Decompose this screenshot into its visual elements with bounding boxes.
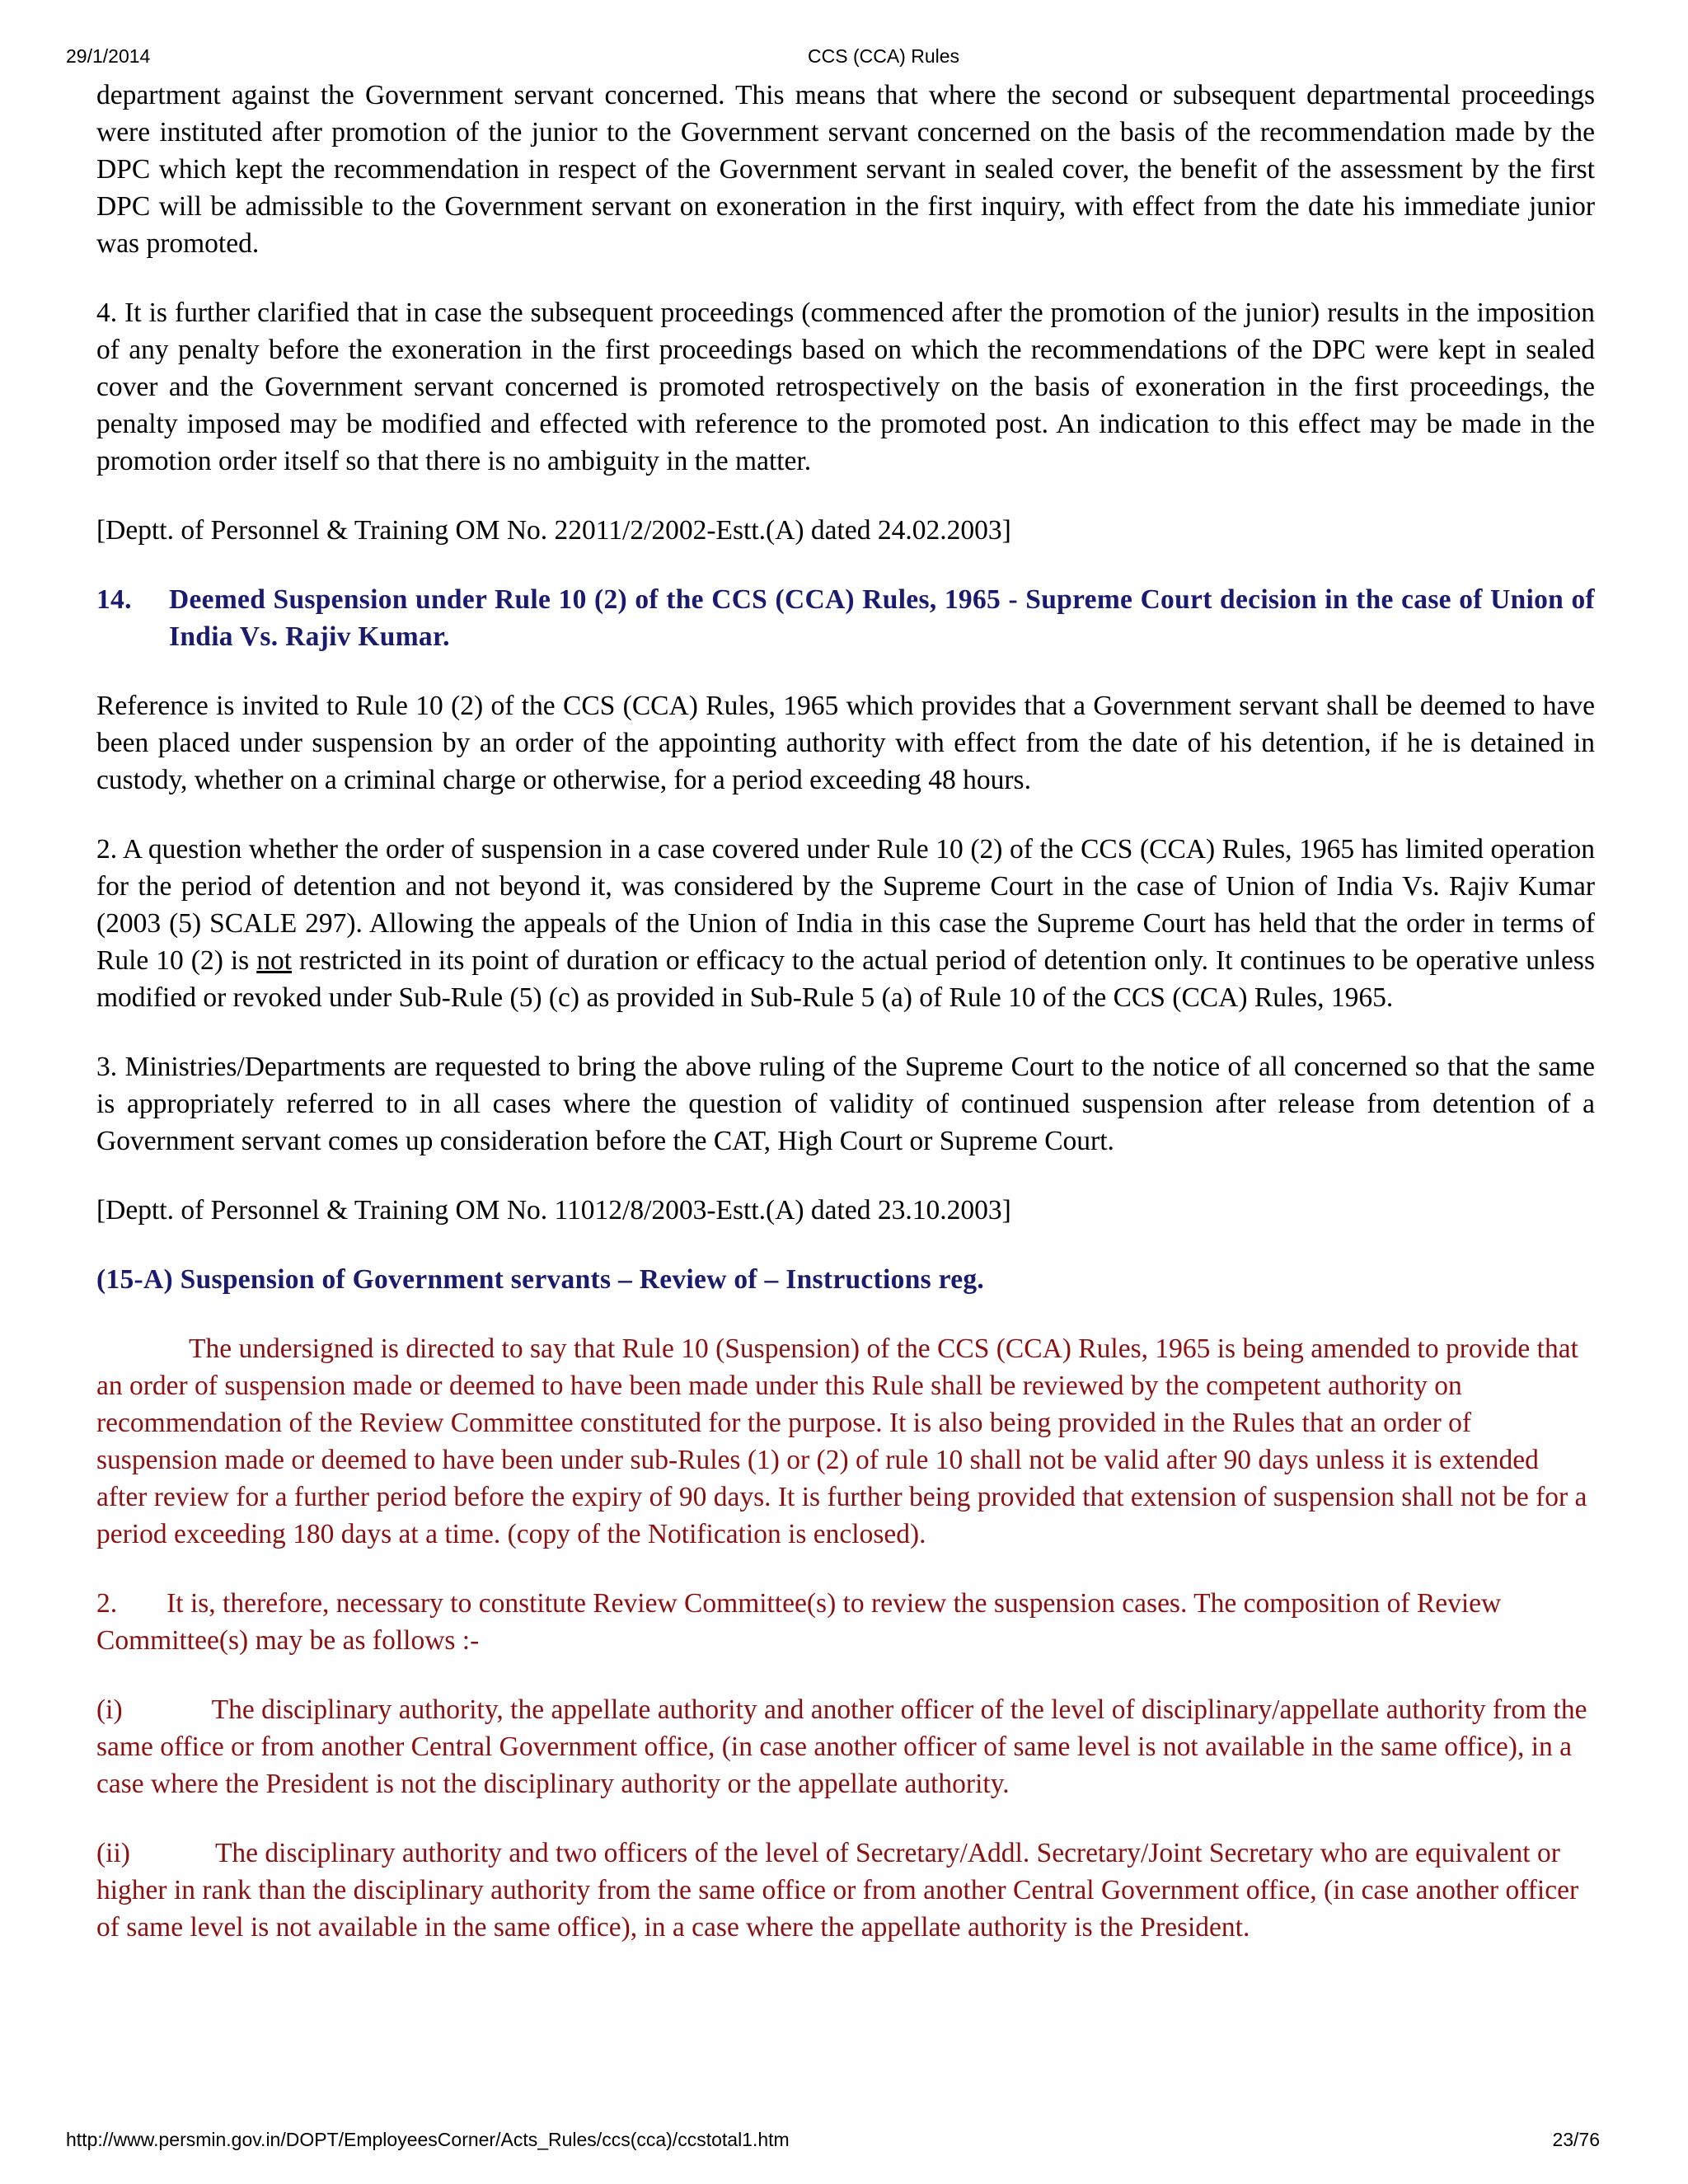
- section-14-paragraph-2-part-b: restricted in its point of duration or efficacy to the actual period of detention only. It continues to be operative unless modified or revoked under Sub-Rule (5) (c) as provided in Sub-Rule 5 (a) of Rule 10 of the CCS (CCA) Rules, 1965.: [96, 945, 1595, 1013]
- reference-2: [Deptt. of Personnel & Training OM No. 11012/8/2003-Estt.(A) dated 23.10.2003]: [96, 1195, 1011, 1226]
- section-14-paragraph-1: Reference is invited to Rule 10 (2) of the CCS (CCA) Rules, 1965 which provides that a Government servant shall be deemed to have been placed under suspension by an order of the appointing authority with effect from the date of his detention, if he is detained in custody, whether on a criminal charge or otherwise, for a period exceeding 48 hours.: [96, 691, 1595, 795]
- section-15a-paragraph-2: [96, 1585, 1595, 1659]
- paragraph-4: 4. It is further clarified that in case the subsequent proceedings (commenced after the promotion of the junior) results in the imposition of any penalty before the exoneration in the first proceedings based on which the recommendations of the DPC were kept in sealed cover and the Government servant concerned is promoted retrospectively on the basis of exoneration in the first proceedings, the penalty imposed may be modified and effected with reference to the promoted post. An indication to this effect may be made in the promotion order itself so that there is no ambiguity in the matter.: [96, 298, 1595, 476]
- section-15a-paragraph-2-text: It is, therefore, necessary to constitute Review Committee(s) to review the suspension cases. The composition of Review Committee(s) may be as follows :-: [96, 1588, 1502, 1656]
- item-i-text: The disciplinary authority, the appellate authority and another officer of the level of disciplinary/appellate authority from the same office or from another Central Government office, (in case another officer of same level is not available in the same office), in a case where the President is not the disciplinary authority or the appellate authority.: [96, 1694, 1587, 1799]
- section-14-paragraph-3: 3. Ministries/Departments are requested to bring the above ruling of the Supreme Court to the notice of all concerned so that the same is appropriately referred to in all cases where the question of validity of continued suspension after release from detention of a Government servant comes up consideration before the CAT, High Court or Supreme Court.: [96, 1052, 1595, 1156]
- section-14-heading: [96, 581, 1595, 655]
- item-ii-text: The disciplinary authority and two officers of the level of Secretary/Addl. Secretary/Joint Secretary who are equivalent or higher in rank than the disciplinary authority from the same office or from another Central Government office, (in case another officer of same level is not available in the same office), in a case where the appellate authority is the President.: [96, 1838, 1579, 1943]
- section-15a-heading: (15-A) Suspension of Government servants – Review of – Instructions reg.: [96, 1264, 985, 1295]
- document-body: [96, 77, 1595, 1978]
- section-14-title: Deemed Suspension under Rule 10 (2) of the CCS (CCA) Rules, 1965 - Supreme Court decision in the case of Union of India Vs. Rajiv Kumar.: [169, 584, 1595, 652]
- section-15a-paragraph-1: [96, 1330, 1595, 1553]
- footer-page-number: 23/76: [1552, 2129, 1600, 2150]
- section-15a-paragraph-1-text: The undersigned is directed to say that Rule 10 (Suspension) of the CCS (CCA) Rules, 1965 is being amended to provide that an order of suspension made or deemed to have been made under this Rule shall be reviewed by the competent authority on recommendation of the Review Committee constituted for the purpose. It is also being provided in the Rules that an order of suspension made or deemed to have been under sub-Rules (1) or (2) of rule 10 shall not be valid after 90 days unless it is extended after review for a further period before the expiry of 90 days. It is further being provided that extension of suspension shall not be for a period exceeding 180 days at a time. (copy of the Notification is enclosed).: [96, 1333, 1587, 1549]
- section-14-paragraph-2-part-a: 2. A question whether the order of suspension in a case covered under Rule 10 (2) of the CCS (CCA) Rules, 1965 has limited operation for the period of detention and not beyond it, was considered by the Supreme Court in the case of Union of India Vs. Rajiv Kumar (2003 (5) SCALE 297). Allowing the appeals of the Union of India in this case the Supreme Court has held that the order in terms of Rule 10 (2) is: [96, 834, 1595, 976]
- item-ii: [96, 1835, 1595, 1946]
- section-15a-paragraph-2-number: 2.: [96, 1588, 118, 1619]
- item-ii-number: (ii): [96, 1838, 130, 1868]
- header-date: 29/1/2014: [66, 45, 151, 67]
- section-14-number: 14.: [96, 584, 132, 615]
- reference-1: [Deptt. of Personnel & Training OM No. 22011/2/2002-Estt.(A) dated 24.02.2003]: [96, 515, 1011, 546]
- item-i: [96, 1691, 1595, 1802]
- intro-paragraph: department against the Government servant concerned. This means that where the second or subsequent departmental proceedings were instituted after promotion of the junior to the Government servant concerned on the basis of the recommendation made by the DPC which kept the recommendation in respect of the Government servant in sealed cover, the benefit of the assessment by the first DPC will be admissible to the Government servant on exoneration in the first inquiry, with effect from the date his immediate junior was promoted.: [96, 80, 1595, 259]
- underlined-not: not: [256, 945, 293, 976]
- footer-url: http://www.persmin.gov.in/DOPT/EmployeesCorner/Acts_Rules/ccs(cca)/ccstotal1.htm: [66, 2129, 790, 2150]
- header-title: CCS (CCA) Rules: [808, 45, 960, 67]
- item-i-number: (i): [96, 1694, 123, 1725]
- section-14-paragraph-2: [96, 831, 1595, 1016]
